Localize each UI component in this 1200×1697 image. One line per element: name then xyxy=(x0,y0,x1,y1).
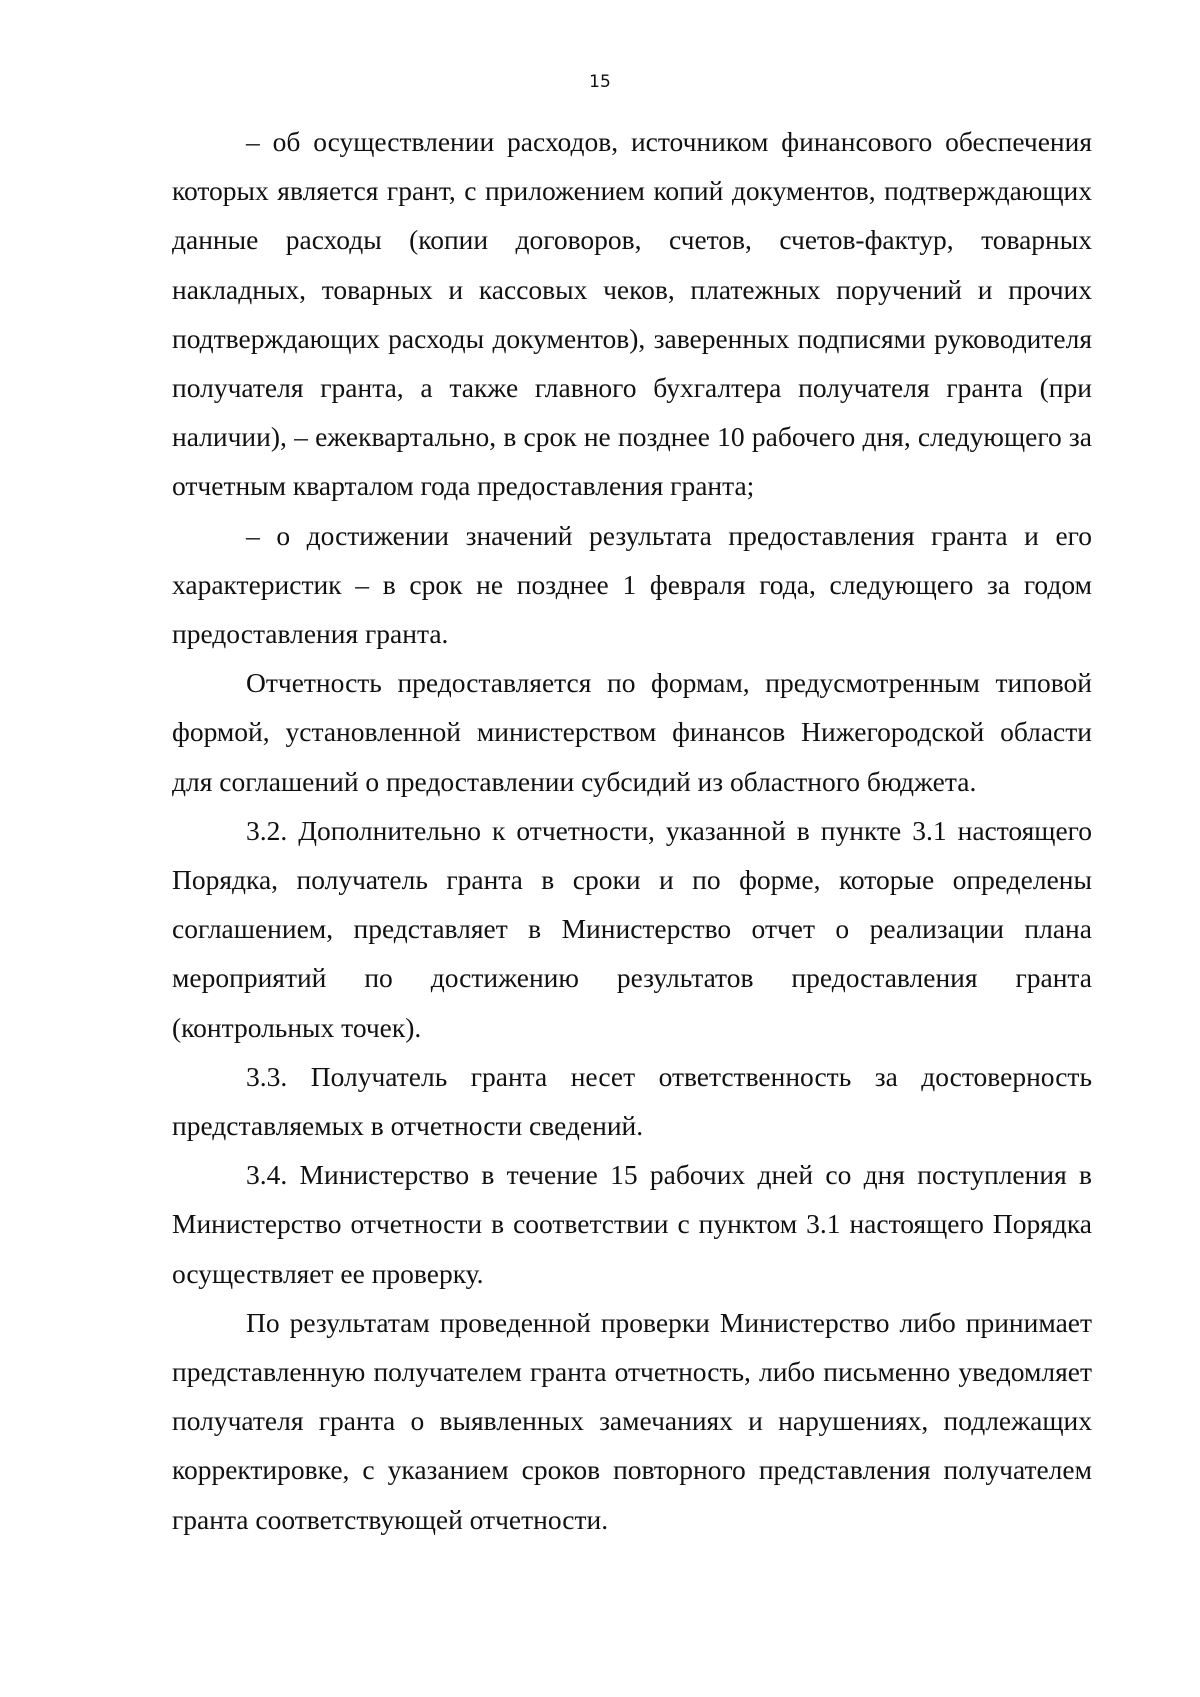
paragraph-check-results: По результатам проведенной проверки Министерство либо принимает представленную получателем гранта отчетность, либо письменно уведомляет получателя гранта о выявленных замечаниях и нарушениях, подлежащих корректировке, с указанием сроков повторного представления получателем гранта соответствующей отчетности. xyxy=(172,1306,1092,1535)
paragraph-results-report: – о достижении значений результата предоставления гранта и его характеристик – в срок не позднее 1 февраля года, следующего за годом предоставления гранта. xyxy=(172,519,1092,650)
paragraph-expense-report: – об осуществлении расходов, источником финансового обеспечения которых является грант, с приложением копий документов, подтверждающих данные расходы (копии договоров, счетов, счетов-фактур, товарных накладных, товарных и кассовых чеков, платежных поручений и прочих подтверждающих расходы документов), заверенных подписями руководителя получателя гранта, а также главного бухгалтера получателя гранта (при наличии), – ежеквартально, в срок не позднее 10 рабочего дня, следующего за отчетным кварталом года предоставления гранта; xyxy=(172,126,1092,502)
paragraph-3-4: 3.4. Министерство в течение 15 рабочих дней со дня поступления в Министерство отчетности в соответствии с пунктом 3.1 настоящего Порядка осуществляет ее проверку. xyxy=(172,1159,1092,1289)
page-number: 15 xyxy=(589,72,611,92)
paragraph-3-3: 3.3. Получатель гранта несет ответственность за достоверность представляемых в отчетности сведений. xyxy=(172,1060,1092,1142)
paragraph-3-2: 3.2. Дополнительно к отчетности, указанной в пункте 3.1 настоящего Порядка, получатель гранта в сроки и по форме, которые определены соглашением, представляет в Министерство отчет о реализации плана мероприятий по достижению результатов предоставления гранта (контрольных точек). xyxy=(172,814,1092,1043)
paragraph-report-forms: Отчетность предоставляется по формам, предусмотренным типовой формой, установленной министерством финансов Нижегородской области для соглашений о предоставлении субсидий из областного бюджета. xyxy=(172,667,1092,797)
document-body xyxy=(172,117,1092,1544)
